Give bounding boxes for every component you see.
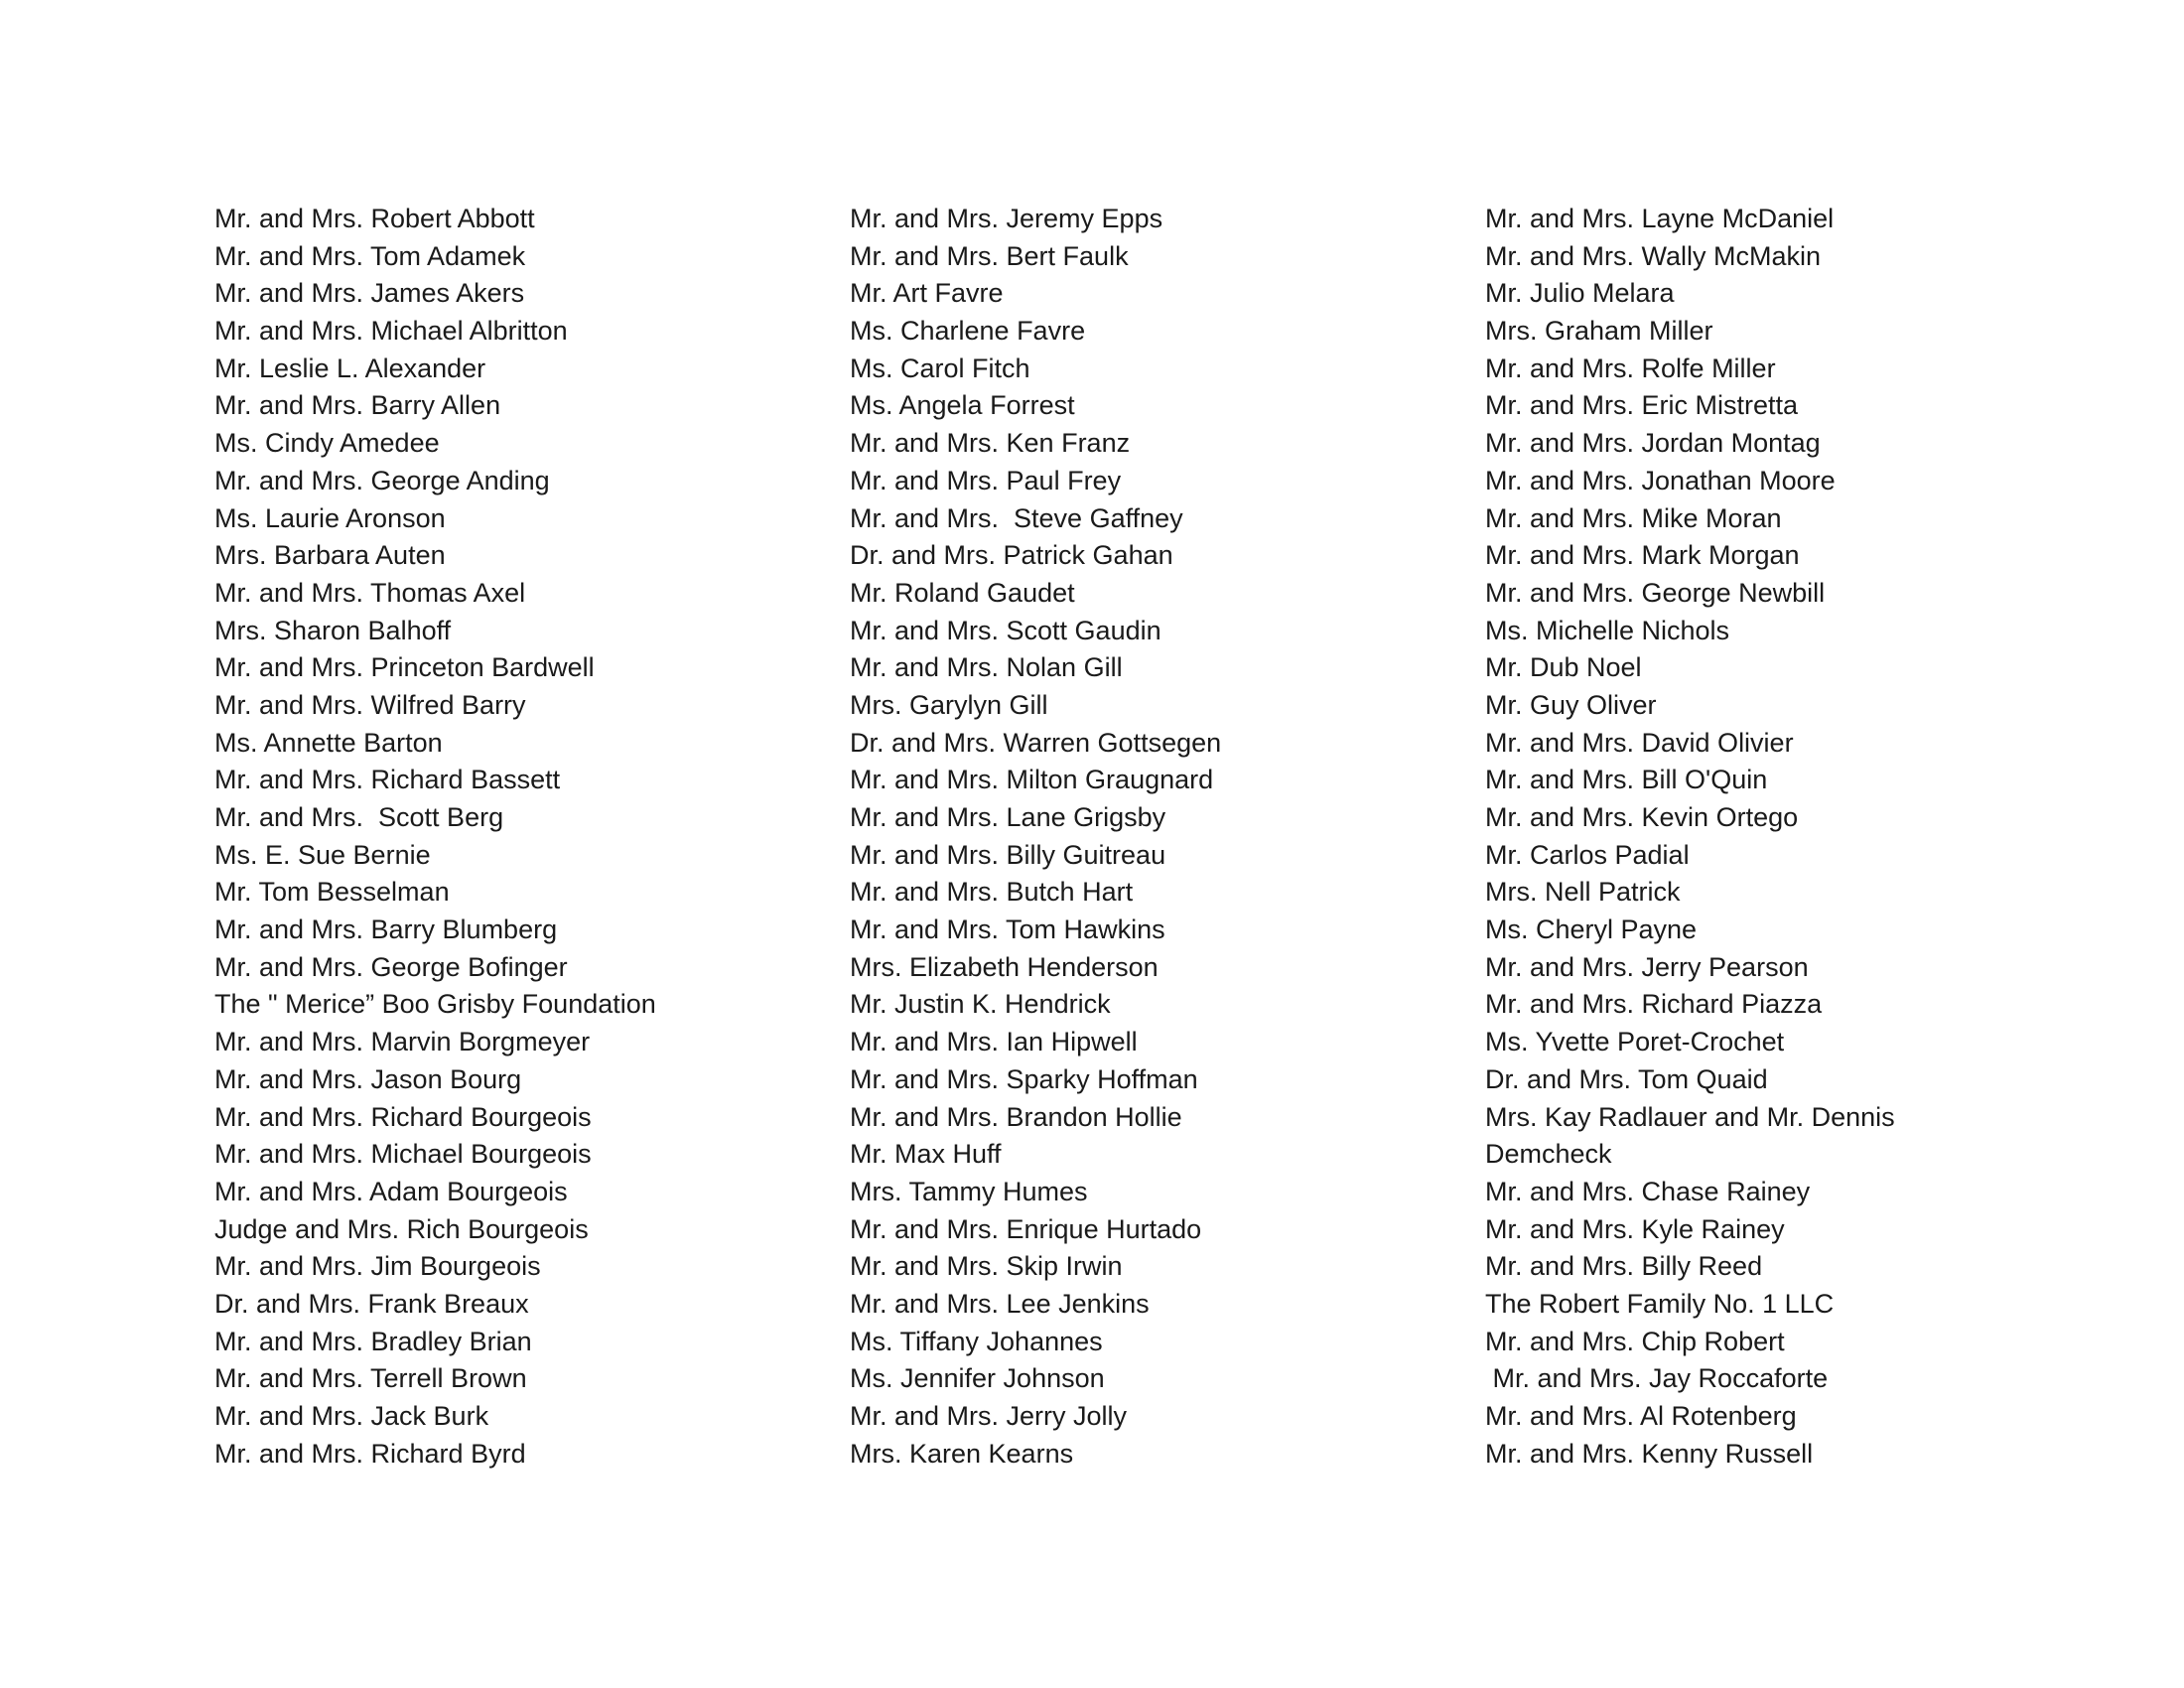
donor-name: Mr. and Mrs. Billy Guitreau [850, 839, 1166, 870]
donor-name: Ms. E. Sue Bernie [214, 839, 431, 870]
donor-name: Mr. and Mrs. Richard Bourgeois [214, 1101, 592, 1132]
donor-name: Mr. and Mrs. Kyle Rainey [1485, 1213, 1785, 1244]
donor-name: Mrs. Sharon Balhoff [214, 615, 452, 645]
donor-name: Mr. and Mrs. Barry Blumberg [214, 914, 558, 945]
donor-name: Mr. and Mrs. Billy Reed [1485, 1251, 1763, 1282]
donor-name: Mr. and Mrs. James Akers [214, 278, 525, 309]
donor-name: Mr. and Mrs. Mark Morgan [1485, 540, 1800, 571]
donor-name: Mrs. Elizabeth Henderson [850, 951, 1159, 982]
donor-name: Ms. Cheryl Payne [1485, 914, 1698, 945]
donor-name: Mr. and Mrs. Bert Faulk [850, 240, 1129, 271]
donor-name: Judge and Mrs. Rich Bourgeois [214, 1213, 589, 1244]
donor-name: Mr. and Mrs. Jack Burk [214, 1401, 489, 1431]
donor-name: Mrs. Garylyn Gill [850, 689, 1048, 720]
donor-name: Mr. Justin K. Hendrick [850, 989, 1111, 1020]
donor-name: Mrs. Nell Patrick [1485, 877, 1681, 908]
donor-name: Mr. and Mrs. Chase Rainey [1485, 1176, 1811, 1206]
donor-name: Mr. and Mrs. Jerry Pearson [1485, 951, 1809, 982]
donor-name: Mr. and Mrs. Marvin Borgmeyer [214, 1027, 591, 1057]
donor-name: Ms. Carol Fitch [850, 352, 1030, 383]
donor-name: Mr. and Mrs. Butch Hart [850, 877, 1134, 908]
donor-name: Mr. Roland Gaudet [850, 577, 1075, 608]
donor-name: Mr. and Mrs. Layne McDaniel [1485, 204, 1835, 233]
donor-name: Mr. and Mrs. Scott Berg [214, 802, 504, 832]
donor-name: Mr. and Mrs. Paul Frey [850, 465, 1122, 495]
donor-name: Mr. and Mrs. Adam Bourgeois [214, 1176, 568, 1206]
donor-name: Mr. Guy Oliver [1485, 689, 1657, 720]
donor-name: Mr. and Mrs. Al Rotenberg [1485, 1401, 1797, 1431]
donor-name: Ms. Cindy Amedee [214, 428, 440, 459]
donor-name: Mr. and Mrs. Rolfe Miller [1485, 352, 1776, 383]
donor-name: Mr. and Mrs. Michael Bourgeois [214, 1139, 592, 1170]
donor-column-2 [850, 201, 1465, 1473]
donor-name: Mr. Art Favre [850, 278, 1004, 309]
donor-name: Ms. Laurie Aronson [214, 502, 446, 533]
donor-name: Ms. Michelle Nichols [1485, 615, 1730, 645]
donor-name: Mr. and Mrs. Jerry Jolly [850, 1401, 1128, 1431]
donor-name: Mrs. Tammy Humes [850, 1176, 1088, 1206]
donor-name: Mr. Dub Noel [1485, 652, 1642, 683]
donor-name: Mr. and Mrs. Chip Robert [1485, 1326, 1785, 1356]
donor-name: Mr. and Mrs. Bradley Brian [214, 1326, 532, 1356]
donor-name: The " Merice” Boo Grisby Foundation [214, 989, 656, 1020]
donor-name: Mrs. Karen Kearns [850, 1438, 1074, 1469]
donor-column-1 [214, 201, 830, 1473]
donor-name: Mr. and Mrs. Wally McMakin [1485, 240, 1822, 271]
donor-name: Mr. and Mrs. Nolan Gill [850, 652, 1123, 683]
donor-name: Ms. Tiffany Johannes [850, 1326, 1103, 1356]
donor-name: Mrs. Barbara Auten [214, 540, 446, 571]
donor-name: Mr. Max Huff [850, 1139, 1002, 1170]
donor-name: Mr. and Mrs. Jeremy Epps [850, 204, 1163, 233]
donor-name: Dr. and Mrs. Patrick Gahan [850, 540, 1173, 571]
donor-name: Mr. and Mrs. Princeton Bardwell [214, 652, 595, 683]
donor-name: Dr. and Mrs. Tom Quaid [1485, 1063, 1768, 1094]
donor-name: Mr. and Mrs. Kenny Russell [1485, 1438, 1814, 1469]
donor-column-3 [1485, 201, 2101, 1473]
donor-name: Dr. and Mrs. Warren Gottsegen [850, 727, 1222, 758]
donor-name: Mr. and Mrs. George Anding [214, 465, 550, 495]
donor-name: Mr. and Mrs. Eric Mistretta [1485, 390, 1799, 421]
donor-name: Mr. and Mrs. Wilfred Barry [214, 689, 526, 720]
donor-name: Demcheck [1485, 1139, 1612, 1170]
donor-name: Mr. and Mrs. Jim Bourgeois [214, 1251, 541, 1282]
donor-name: Mr. and Mrs. Steve Gaffney [850, 502, 1183, 533]
donor-name: Mr. and Mrs. Lane Grigsby [850, 802, 1166, 832]
donor-name: Mr. and Mrs. Bill O'Quin [1485, 765, 1768, 795]
donor-name: Dr. and Mrs. Frank Breaux [214, 1288, 529, 1319]
donor-name: Mr. and Mrs. Brandon Hollie [850, 1101, 1182, 1132]
donor-name: Mr. and Mrs. Robert Abbott [214, 204, 535, 233]
donor-name: Mr. and Mrs. Jonathan Moore [1485, 465, 1836, 495]
donor-name: The Robert Family No. 1 LLC [1485, 1288, 1835, 1319]
donor-name: Mr. and Mrs. Jay Roccaforte [1485, 1363, 1829, 1394]
donor-name: Mr. Leslie L. Alexander [214, 352, 486, 383]
donor-name: Mr. and Mrs. Richard Byrd [214, 1438, 526, 1469]
donor-name: Mr. and Mrs. Barry Allen [214, 390, 501, 421]
donor-name: Mr. and Mrs. Terrell Brown [214, 1363, 527, 1394]
donor-name: Ms. Angela Forrest [850, 390, 1075, 421]
donor-name: Mr. and Mrs. Ian Hipwell [850, 1027, 1138, 1057]
donor-name: Mr. and Mrs. Lee Jenkins [850, 1288, 1150, 1319]
donor-name: Mr. and Mrs. George Bofinger [214, 951, 568, 982]
donor-name: Mr. and Mrs. Tom Adamek [214, 240, 526, 271]
donor-name: Ms. Annette Barton [214, 727, 443, 758]
donor-name: Mr. and Mrs. Enrique Hurtado [850, 1213, 1202, 1244]
donor-name: Mr. and Mrs. Sparky Hoffman [850, 1063, 1198, 1094]
donor-name: Mr. and Mrs. Michael Albritton [214, 316, 568, 347]
donor-name: Ms. Yvette Poret-Crochet [1485, 1027, 1785, 1057]
donor-name: Mr. and Mrs. David Olivier [1485, 727, 1794, 758]
donor-name: Mr. and Mrs. Milton Graugnard [850, 765, 1214, 795]
donor-name: Mr. Tom Besselman [214, 877, 450, 908]
donor-name: Mr. and Mrs. Mike Moran [1485, 502, 1782, 533]
donor-name: Mr. and Mrs. Richard Piazza [1485, 989, 1823, 1020]
donor-name: Ms. Jennifer Johnson [850, 1363, 1105, 1394]
donor-name: Mr. Julio Melara [1485, 278, 1675, 309]
donor-name: Mr. and Mrs. Scott Gaudin [850, 615, 1161, 645]
donor-name: Mr. and Mrs. Jordan Montag [1485, 428, 1821, 459]
donor-name: Mr. and Mrs. Richard Bassett [214, 765, 561, 795]
donor-name: Mr. and Mrs. George Newbill [1485, 577, 1826, 608]
donor-name: Mr. and Mrs. Skip Irwin [850, 1251, 1123, 1282]
donor-name: Mrs. Kay Radlauer and Mr. Dennis [1485, 1101, 1895, 1132]
donor-name: Mr. and Mrs. Tom Hawkins [850, 914, 1165, 945]
donor-name: Mr. and Mrs. Thomas Axel [214, 577, 526, 608]
donor-name: Mrs. Graham Miller [1485, 316, 1713, 347]
donor-name: Mr. and Mrs. Kevin Ortego [1485, 802, 1799, 832]
donor-name: Ms. Charlene Favre [850, 316, 1086, 347]
donor-name: Mr. and Mrs. Ken Franz [850, 428, 1131, 459]
donor-name: Mr. Carlos Padial [1485, 839, 1690, 870]
donor-name: Mr. and Mrs. Jason Bourg [214, 1063, 522, 1094]
